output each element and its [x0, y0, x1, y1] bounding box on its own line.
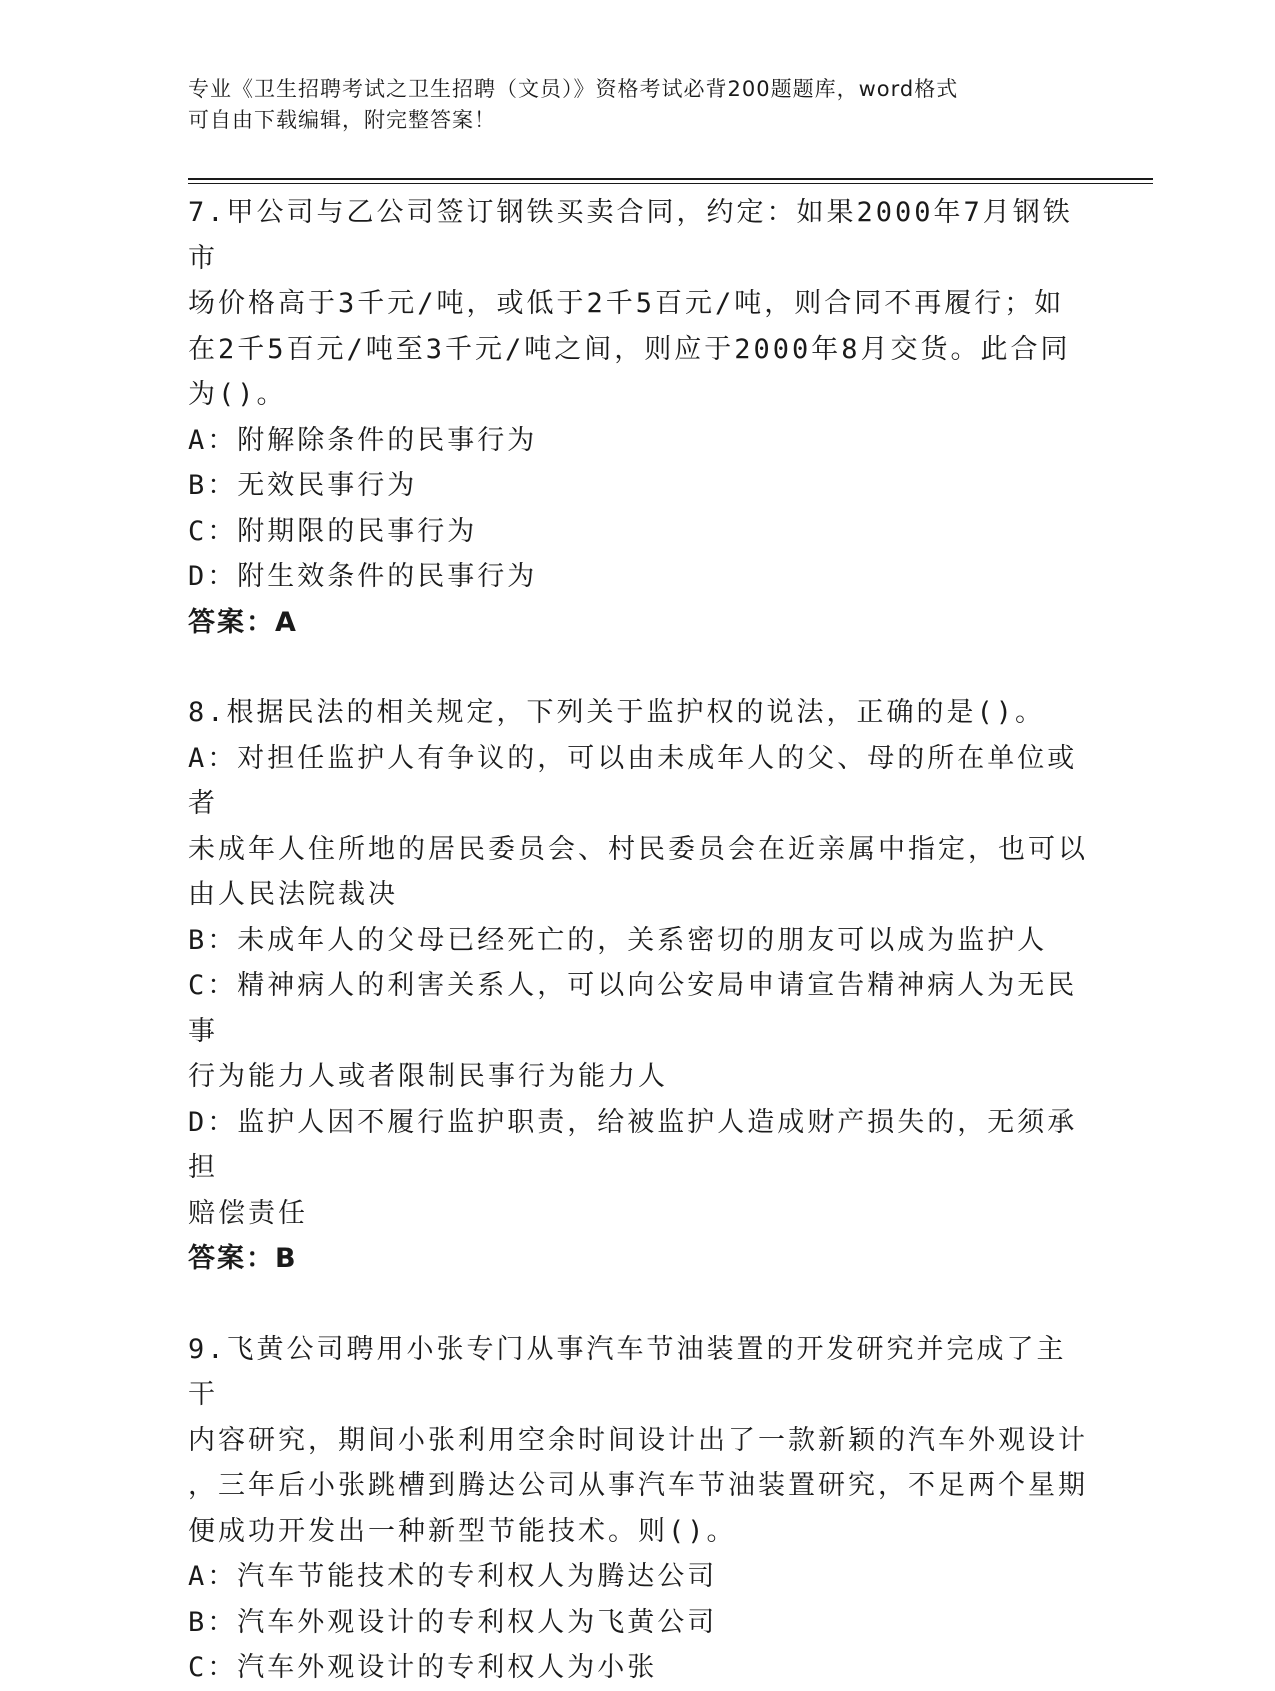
answer-option-line: C：汽车外观设计的专利权人为小张: [188, 1652, 658, 1683]
document-header: [188, 74, 1068, 136]
question-text-line: ，三年后小张跳槽到腾达公司从事汽车节油装置研究，不足两个星期: [188, 1470, 1088, 1501]
answer-option-line: A：附解除条件的民事行为: [188, 424, 538, 456]
answer-option-line: C：精神病人的利害关系人，可以向公安局申请宣告精神病人为无民事: [188, 970, 1078, 1047]
answer-label: 答案：: [188, 1243, 275, 1274]
question-text-line: 便成功开发出一种新型节能技术。则()。: [188, 1515, 737, 1547]
answer-option-line: D：监护人因不履行监护职责，给被监护人造成财产损失的，无须承担: [188, 1106, 1078, 1183]
answer-option-line: 由人民法院裁决: [188, 879, 398, 910]
header-line-1: 专业《卫生招聘考试之卫生招聘（文员）》资格考试必背200题题库，word格式: [188, 77, 959, 101]
answer-value: A: [275, 606, 298, 638]
answer-line: [188, 600, 1088, 646]
answer-option-line: 赔偿责任: [188, 1197, 308, 1229]
question-text-line: 7.甲公司与乙公司签订钢铁买卖合同，约定：如果2000年7月钢铁市: [188, 197, 1073, 274]
question-block: [188, 190, 1088, 645]
answer-option-line: D：附生效条件的民事行为: [188, 561, 538, 592]
answer-option-line: C：附期限的民事行为: [188, 515, 478, 547]
answer-option-line: B：汽车外观设计的专利权人为飞黄公司: [188, 1606, 718, 1638]
answer-option-line: 未成年人住所地的居民委员会、村民委员会在近亲属中指定，也可以: [188, 833, 1088, 865]
question-text-line: 9.飞黄公司聘用小张专门从事汽车节油装置的开发研究并完成了主干: [188, 1333, 1067, 1410]
question-text-line: 为()。: [188, 379, 287, 410]
header-divider-thick: [188, 178, 1153, 180]
answer-option-line: A：汽车节能技术的专利权人为腾达公司: [188, 1561, 718, 1592]
answer-option-line: B：无效民事行为: [188, 470, 418, 501]
answer-option-line: B：未成年人的父母已经死亡的，关系密切的朋友可以成为监护人: [188, 924, 1048, 956]
answer-option-line: A：对担任监护人有争议的，可以由未成年人的父、母的所在单位或者: [188, 742, 1078, 819]
question-text-line: 在2千5百元/吨至3千元/吨之间，则应于2000年8月交货。此合同: [188, 333, 1071, 365]
question-block: [188, 1327, 1088, 1691]
answer-option-line: 行为能力人或者限制民事行为能力人: [188, 1061, 668, 1092]
question-text-line: 内容研究，期间小张利用空余时间设计出了一款新颖的汽车外观设计: [188, 1424, 1088, 1456]
header-line-2: 可自由下载编辑，附完整答案！: [188, 108, 496, 132]
header-divider-thin: [188, 183, 1153, 184]
answer-value: B: [275, 1243, 298, 1274]
question-block: [188, 690, 1088, 1282]
question-list: [188, 190, 1088, 1691]
answer-line: [188, 1236, 1088, 1282]
question-text-line: 8.根据民法的相关规定，下列关于监护权的说法，正确的是()。: [188, 697, 1046, 728]
question-text-line: 场价格高于3千元/吨，或低于2千5百元/吨，则合同不再履行；如: [188, 288, 1065, 319]
answer-label: 答案：: [188, 606, 275, 638]
